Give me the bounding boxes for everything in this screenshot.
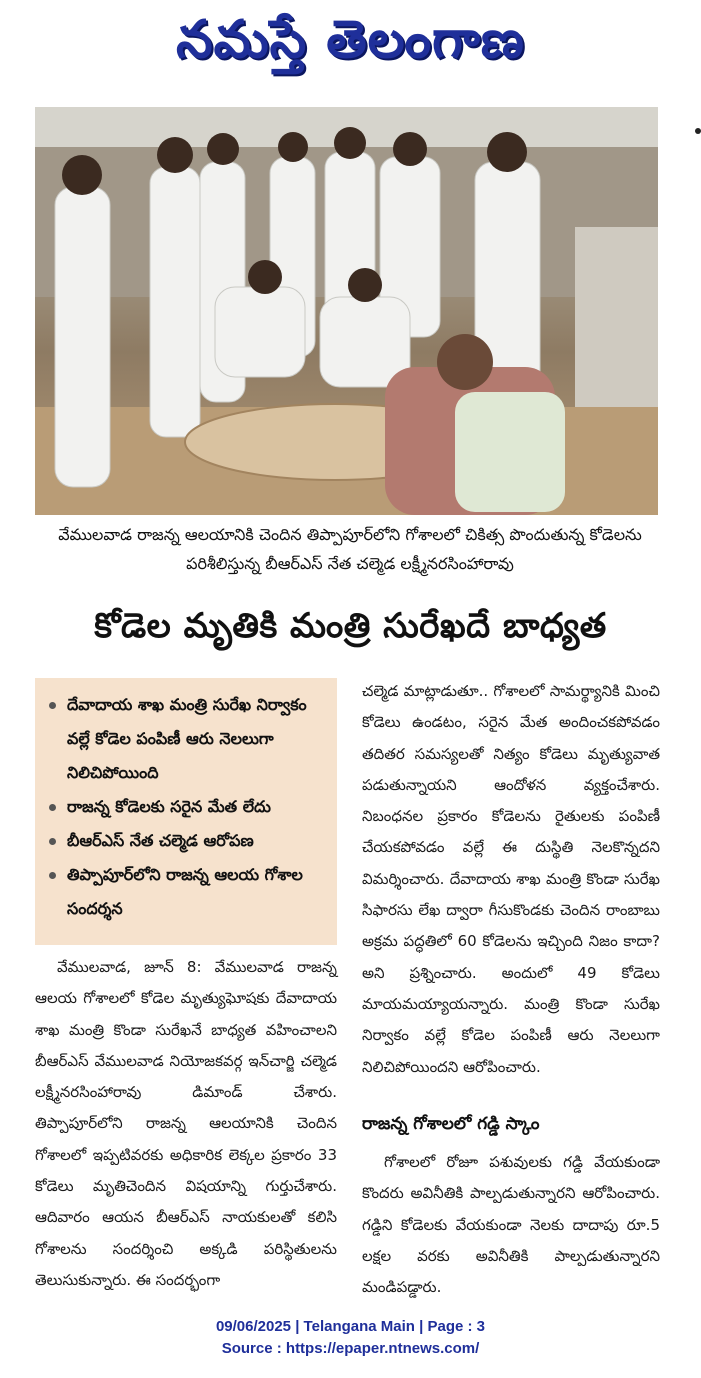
highlight-item: రాజన్న కోడెలకు సరైన మేత లేదు	[47, 790, 327, 824]
highlight-item: దేవాదాయ శాఖ మంత్రి సురేఖ నిర్వాకం వల్లే కోడెల పంపిణీ ఆరు నెలలుగా నిలిచిపోయింది	[47, 688, 327, 790]
photo-illustration	[35, 107, 658, 515]
highlights-box	[35, 678, 337, 945]
news-photo	[35, 107, 658, 515]
masthead-logo: నమస్తే తెలంగాణ	[176, 10, 525, 70]
highlight-item: తిప్పాపూర్‌లోని రాజన్న ఆలయ గోశాల సందర్శన	[47, 858, 327, 926]
article-headline: కోడెల మృతికి మంత్రి సురేఖదే బాధ్యత	[94, 606, 607, 646]
article-body-left: వేములవాడ, జూన్ 8: వేములవాడ రాజన్న ఆలయ గోశాలలో కోడెల మృత్యుఘోషకు దేవాదాయ శాఖ మంత్రి కొండా సురేఖనే బాధ్యత వహించాలని బీఆర్‌ఎస్ వేములవాడ నియోజకవర్గ ఇన్‌చార్జి చల్మెడ లక్ష్మీనరసింహారావు డిమాండ్ చేశారు. తిప్పాపూర్‌లోని రాజన్న ఆలయానికి చెందిన గోశాలలో ఇప్పటివరకు అధికారిక లెక్కల ప్రకారం 33 కోడెలు మృతిచెందిన విషయాన్ని గుర్తుచేశారు. ఆదివారం ఆయన బీఆర్‌ఎస్ నాయకులతో కలిసి గోశాలను సందర్శించి అక్కడి పరిస్థితులను తెలుసుకున్నారు. ఈ సందర్భంగా	[35, 958, 337, 1289]
margin-bullet	[695, 128, 701, 134]
article-subhead: రాజన్న గోశాలలో గడ్డి స్కాం	[362, 1114, 540, 1134]
article-body-right-bottom: గోశాలలో రోజూ పశువులకు గడ్డి వేయకుండా కొందరు అవినీతికి పాల్పడుతున్నారని ఆరోపించారు. గడ్డిని కోడెలకు వేయకుండా నెలకు దాదాపు రూ.5 లక్షల వరకు అవినీతికి పాల్పడుతున్నారని మండిపడ్డారు.	[362, 1153, 660, 1297]
edition-line: 09/06/2025 | Telangana Main | Page : 3	[215, 1318, 486, 1335]
highlight-item: బీఆర్‌ఎస్ నేత చల్మెడ ఆరోపణ	[47, 824, 327, 858]
article-body-right-top: చల్మెడ మాట్లాడుతూ.. గోశాలలో సామర్థ్యానికి మించి కోడెలు ఉండటం, సరైన మేత అందించకపోవడం తదితర సమస్యలతో నిత్యం కోడెలు మృత్యువాత పడుతున్నాయని ఆందోళన వ్యక్తంచేశారు. నిబంధనల ప్రకారం కోడెలను రైతులకు పంపిణీ చేయకపోవడం వల్లే ఈ దుస్థితి నెలకొన్నదని విమర్శించారు. దేవాదాయ శాఖ మంత్రి కొండా సురేఖ సిఫారసు లేఖ ద్వారా గీసుకొండకు చెందిన రాంబాబు అక్రమ పద్ధతిలో 60 కోడెలను ఇచ్చింది నిజం కాదా? అని ప్రశ్నించారు. అందులో 49 కోడెలు మాయమయ్యాయన్నారు. మంత్రి కొండా సురేఖ నిర్వాకం వల్లే కోడెల పంపిణీ ఆరు నెలలుగా నిలిచిపోయిందని ఆరోపించారు.	[362, 682, 660, 1076]
source-line: Source : https://epaper.ntnews.com/	[221, 1340, 480, 1357]
photo-caption: వేములవాడ రాజన్న ఆలయానికి చెందిన తిప్పాపూర్‌లోని గోశాలలో చికిత్స పొందుతున్న కోడెలను పరిశీలిస్తున్న బీఆర్‌ఎస్ నేత చల్మెడ లక్ష్మీనరసింహారావు	[58, 525, 642, 573]
